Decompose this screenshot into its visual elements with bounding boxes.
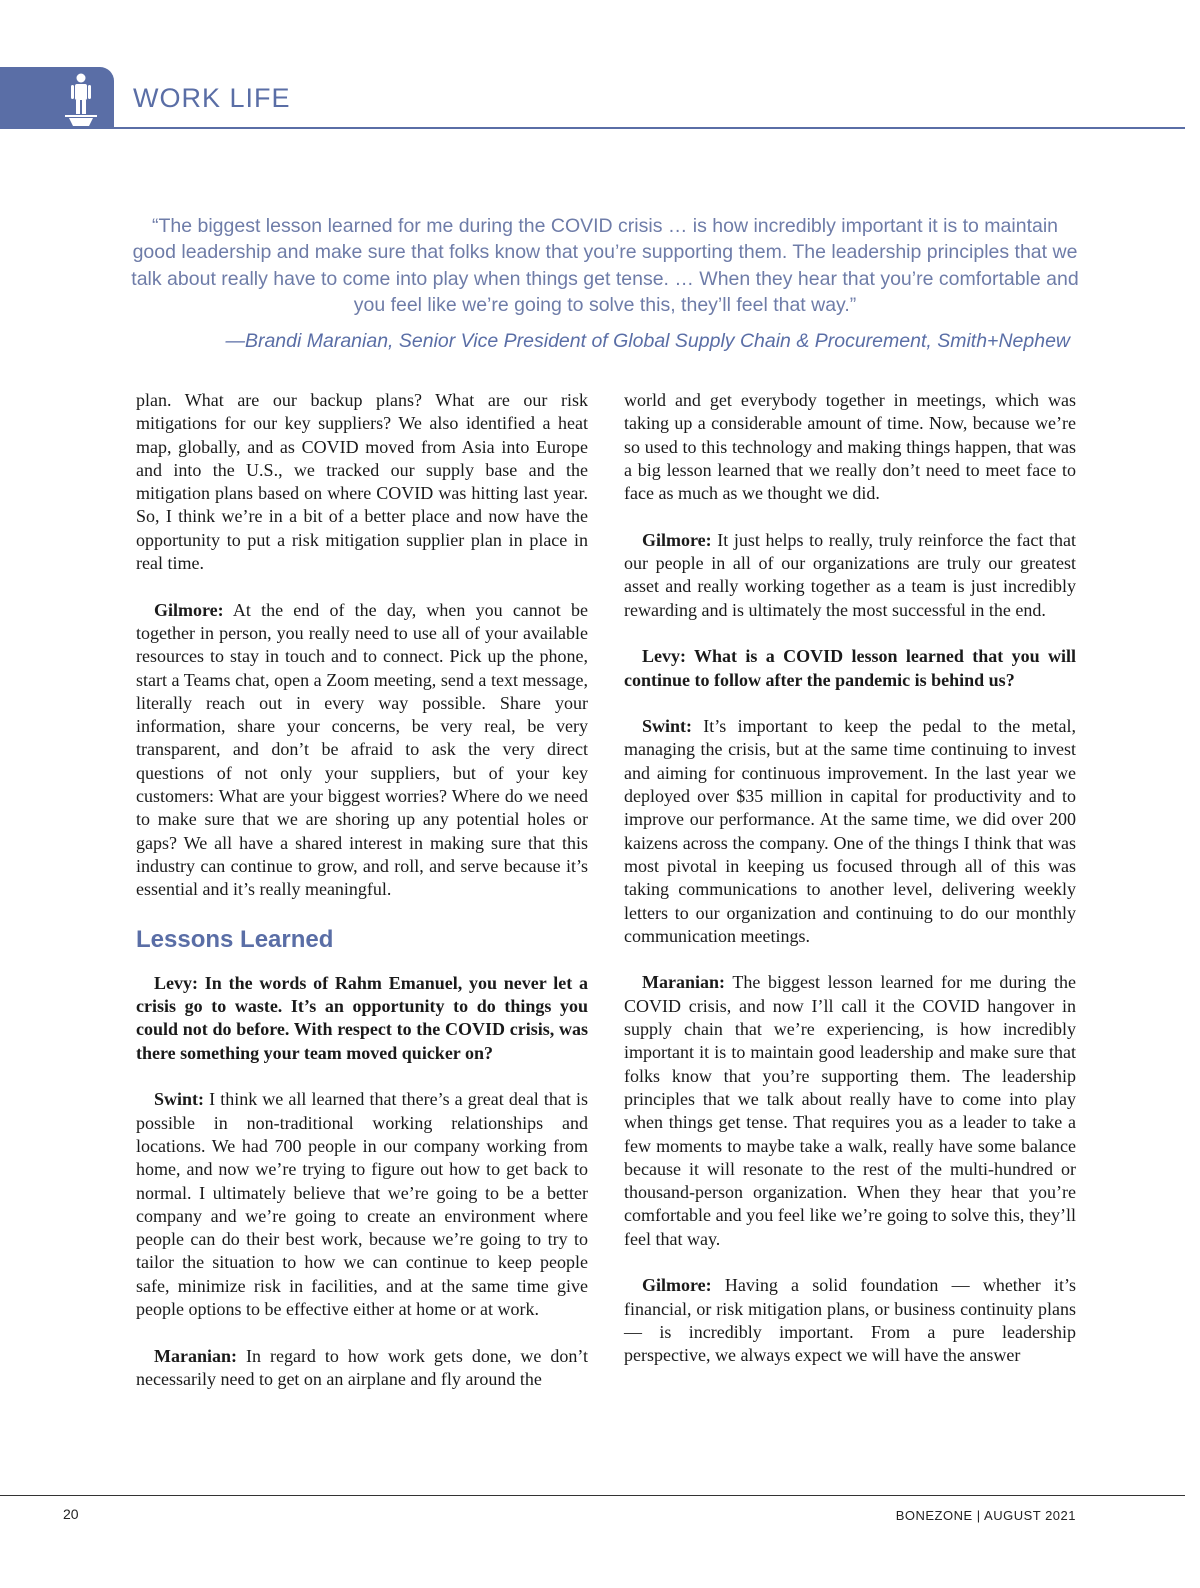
page-number: 20 [63, 1506, 79, 1522]
left-column [136, 389, 588, 1414]
paragraph-text: At the end of the day, when you cannot be together in person, you really need to use all of your available resources to stay in touch and to connect. Pick up the phone, start a Teams chat, open a Zoom meeting, send a text message, literally reach out in every way possible. Share your information, share your concerns, be very real, be very transparent, and don’t be afraid to ask the very direct questions of not only your suppliers, but of your key customers: What are your biggest worries? Where do we need to make sure that we are shoring up any potential holes or gaps? We all have a shared interest in making sure that this industry can continue to grow, and roll, and serve because it’s essential and it’s really meaningful. [136, 599, 588, 900]
paragraph: plan. What are our backup plans? What are our risk mitigations for our key suppliers? We also identified a heat map, globally, and as COVID moved from Asia into Europe and into the U.S., we tracked our supply base and the mitigation plans based on where COVID was hitting last year. So, I think we’re in a bit of a better place and now have the opportunity to put a risk mitigation supplier plan in place in real time. [136, 390, 588, 574]
speaker-label: Gilmore: [642, 1275, 712, 1296]
speaker-label: Maranian: [642, 972, 725, 993]
paragraph [136, 1345, 588, 1392]
paragraph [624, 1274, 1076, 1367]
paragraph-text: I think we all learned that there’s a great deal that is possible in non-traditional working relationships and locations. We had 700 people in our company working from home, and now we’re trying to figure out how to get back to normal. I ultimately believe that we’re going to be a better company and we’re going to create an environment where people can do their best work, because we’re going to try to tailor the situation to how we can continue to keep people safe, minimize risk in facilities, and at the same time give people options to be effective either at home or at work. [136, 1089, 588, 1319]
paragraph-text: The biggest lesson learned for me during the COVID crisis, and now I’ll call it the COVID hangover in supply chain that we’re experiencing, is how incredibly important it is to maintain good leadership and make sure that folks know that you’re supporting them. The leadership principles that we talk about really have to come into play when things get tense. That requires you as a leader to take a few moments to maybe take a walk, really have some balance because it will resonate to the rest of the multi-hundred or thousand-person organization. When they hear that you’re comfortable and you feel like we’re going to solve this, they’ll feel that way. [624, 972, 1076, 1249]
footer-credit: BONEZONE | AUGUST 2021 [895, 1508, 1076, 1523]
paragraph [136, 1088, 588, 1321]
person-on-pedestal-icon [63, 72, 99, 126]
paragraph-text: In regard to how work gets done, we don’t necessarily need to get on an airplane and fly around the [136, 1345, 588, 1389]
interview-question: Levy: In the words of Rahm Emanuel, you never let a crisis go to waste. It’s an opportunity to do things you could not do before. With respect to the COVID crisis, was there something your team moved quicker on? [136, 972, 588, 1063]
section-tab [0, 67, 114, 129]
interview-question: Levy: What is a COVID lesson learned that you will continue to follow after the pandemic is behind us? [624, 646, 1076, 690]
pull-quote: “The biggest lesson learned for me during the COVID crisis … is how incredibly important it is to maintain good leadership and make sure that folks know that you’re supporting them. The leadership principles that we talk about really have to come into play when things get tense. … When they hear that you’re comfortable and you feel like we’re going to solve this, they’ll feel that way.” [131, 215, 1079, 316]
paragraph-text: It just helps to really, truly reinforce the fact that our people in all of our organizations are truly our greatest asset and really working together as a team is just incredibly rewarding and is ultimately the most successful in the end. [624, 529, 1076, 620]
header-divider [0, 127, 1185, 129]
speaker-label: Maranian: [154, 1345, 237, 1366]
speaker-label: Gilmore: [154, 599, 224, 620]
paragraph [136, 599, 588, 902]
paragraph-text: It’s important to keep the pedal to the metal, managing the crisis, but at the same time continuing to invest and aiming for continuous improvement. In the last year we deployed over $35 million in capital for productivity and to improve our performance. At the same time, we did over 200 kaizens across the company. One of the things I think that was most pivotal in keeping us focused through all of this was taking communications to another level, delivering weekly letters to our organization and continuing to do our monthly communication meetings. [624, 716, 1076, 946]
paragraph [624, 529, 1076, 622]
right-column [624, 389, 1076, 1391]
speaker-label: Swint: [642, 716, 693, 737]
paragraph-text: Having a solid foundation — whether it’s financial, or risk mitigation plans, or business continuity plans — is incredibly important. From a pure leadership perspective, we always expect we will have the answer [624, 1275, 1076, 1366]
paragraph [624, 971, 1076, 1251]
speaker-label: Gilmore: [642, 529, 712, 550]
speaker-label: Swint: [154, 1089, 205, 1110]
paragraph: world and get everybody together in meetings, which was taking up a considerable amount of time. Now, because we’re so used to this technology and making things happen, that was a big lesson learned that we really don’t need to meet face to face as much as we thought we did. [624, 390, 1076, 504]
pull-quote-attribution: —Brandi Maranian, Senior Vice President of Global Supply Chain & Procurement, Smith+Nephew [225, 330, 1070, 352]
section-title: WORK LIFE [133, 83, 291, 113]
footer-divider [0, 1495, 1185, 1496]
paragraph [624, 715, 1076, 948]
section-heading: Lessons Learned [136, 925, 334, 953]
